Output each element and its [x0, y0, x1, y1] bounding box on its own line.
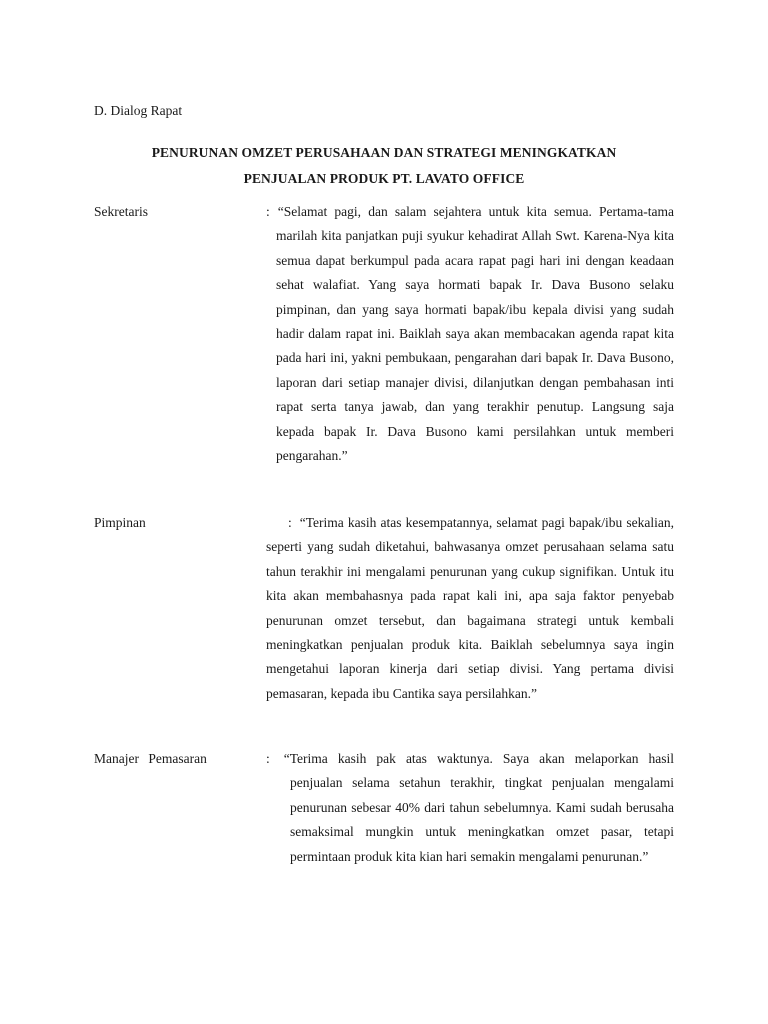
speech-text [266, 511, 674, 706]
speech-text [266, 200, 674, 468]
section-heading: D. Dialog Rapat [94, 103, 183, 118]
speech-content: “Selamat pagi, dan salam sejahtera untuk kita semua. Pertama-tama marilah kita panjatkan puji syukur kehadirat Allah Swt. Karena-Nya kita semua dapat berkumpul pada acara rapat pagi hari ini dengan keadaan sehat walafiat. Yang saya hormati bapak Ir. Dava Busono selaku pimpinan, dan yang saya hormati bapak/ibu kepala divisi yang sudah hadir dalam rapat ini. Baiklah saya akan membacakan agenda rapat kita pada hari ini, yakni pembukaan, pengarahan dari bapak Ir. Dava Busono, laporan dari setiap manajer divisi, dilanjutkan dengan pembahasan inti rapat serta tanya jawab, dan yang terakhir penutup. Langsung saja kepada bapak Ir. Dava Busono kami persilahkan untuk memberi pengarahan.” [276, 204, 674, 464]
speaker-name: Sekretaris [94, 204, 148, 219]
speech-text [266, 747, 674, 869]
speaker-colon: : [288, 515, 292, 530]
title-line-1: PENURUNAN OMZET PERUSAHAAN DAN STRATEGI MENINGKATKAN [151, 145, 617, 160]
speech-content: “Terima kasih pak atas waktunya. Saya akan melaporkan hasil penjualan selama setahun terakhir, tingkat penjualan mengalami penurunan sebesar 40% dari tahun sebelumnya. Kami sudah berusaha semaksimal mungkin untuk meningkatkan omzet pasar, tetapi permintaan produk kita kian hari semakin mengalami penurunan.” [283, 751, 674, 864]
speaker-colon: : [266, 204, 270, 219]
speaker-name: Pimpinan [94, 515, 146, 530]
speech-content: “Terima kasih atas kesempatannya, selamat pagi bapak/ibu sekalian, seperti yang sudah diketahui, bahwasanya omzet perusahaan selama satu tahun terakhir ini mengalami penurunan yang cukup signifikan. Untuk itu kita akan membahasnya pada rapat kali ini, apa saja faktor penyebab penurunan omzet tersebut, dan bagaimana strategi untuk kembali meningkatkan penjualan produk kita. Baiklah sebelumnya saya ingin mengetahui laporan kinerja dari setiap divisi. Yang pertama divisi pemasaran, kepada ibu Cantika saya persilahkan.” [266, 515, 674, 701]
speaker-name: Manajer Pemasaran [94, 751, 207, 766]
document-title [94, 140, 674, 192]
speaker-colon: : [266, 751, 270, 766]
title-line-2: PENJUALAN PRODUK PT. LAVATO OFFICE [243, 171, 525, 186]
